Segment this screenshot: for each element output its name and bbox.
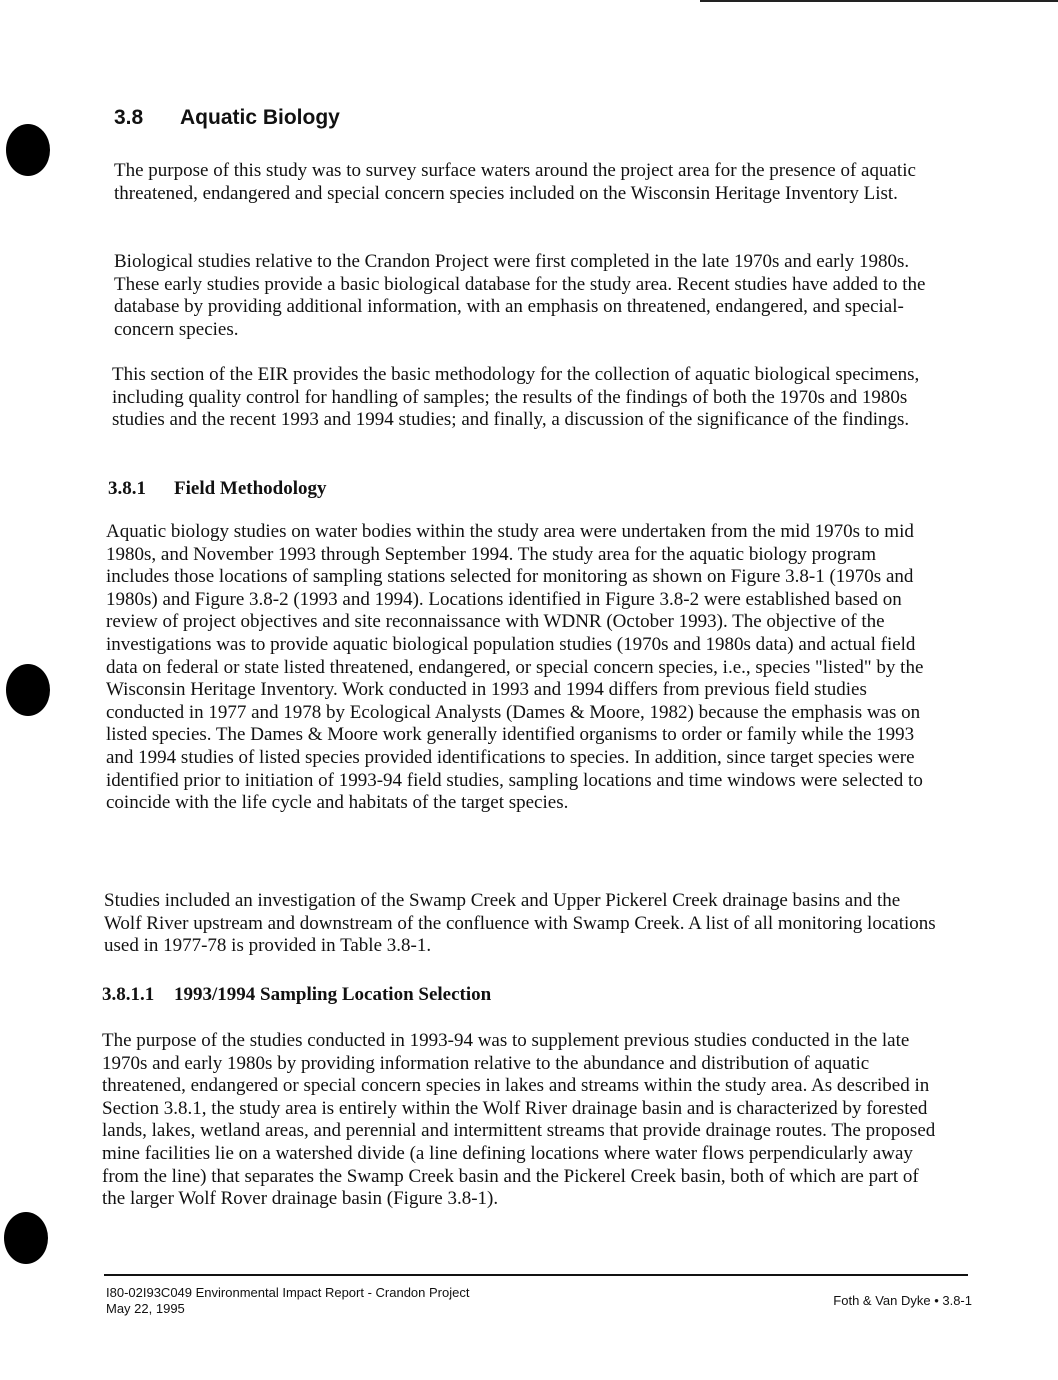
section-number: 3.8 — [114, 106, 144, 129]
subsubsection-title: 1993/1994 Sampling Location Selection — [174, 984, 492, 1005]
field-methodology-paragraph-2: Studies included an investigation of the Swamp Creek and Upper Pickerel Creek drainage basins and the Wolf River upstream and downstream of the confluence with Swamp Creek. A list of all monitoring locations used in 1977-78 is provided in Table 3.8-1. — [104, 890, 936, 957]
intro-paragraph-2: Biological studies relative to the Crandon Project were first completed in the late 1970s and early 1980s. These early studies provide a basic biological database for the study area. Recent studies have added to the database by providing additional information, with an emphasis on threatened, endangered, and special-concern species. — [114, 251, 926, 340]
subsubsection-heading — [102, 984, 491, 1006]
punch-hole-middle — [6, 664, 50, 716]
sampling-selection-paragraph: The purpose of the studies conducted in 1993-94 was to supplement previous studies conducted in the late 1970s and early 1980s by providing information relative to the abundance and distribution of aquatic threatened, endangered or special concern species in lakes and streams within the study area. As described in Section 3.8.1, the study area is entirely within the Wolf River drainage basin and is characterized by forested lands, lakes, wetland areas, and perennial and intermittent streams that provide drainage routes. The proposed mine facilities lie on a watershed divide (a line defining locations where water flows perpendicularly away from the line) that separates the Swamp Creek basin and the Pickerel Creek basin, both of which are part of the larger Wolf Rover drainage basin (Figure 3.8-1). — [102, 1030, 936, 1210]
subsection-title: Field Methodology — [174, 478, 327, 499]
footer-document-line: I80-02I93C049 Environmental Impact Report - Crandon Project — [106, 1285, 470, 1300]
section-heading — [114, 106, 340, 130]
field-methodology-paragraph-1: Aquatic biology studies on water bodies within the study area were undertaken from the mid 1970s to mid 1980s, and November 1993 through September 1994. The study area for the aquatic biology program includes those locations of sampling stations selected for monitoring as shown on Figure 3.8-1 (1970s and 1980s) and Figure 3.8-2 (1993 and 1994). Locations identified in Figure 3.8-2 were established based on review of project objectives and site reconnaissance with WDNR (October 1993). The objective of the investigations was to provide aquatic biological population studies (1970s and 1980s data) and actual field data on federal or state listed threatened, endangered, or special concern species, i.e., species "listed" by the Wisconsin Heritage Inventory. Work conducted in 1993 and 1994 differs from previous field studies conducted in 1977 and 1978 by Ecological Analysts (Dames & Moore, 1982) because the emphasis was on listed species. The Dames & Moore work generally identified organisms to order or family while the 1993 and 1994 studies of listed species provided identifications to species. In addition, since target species were identified prior to initiation of 1993-94 field studies, sampling locations and time windows were selected to coincide with the life cycle and habitats of the target species. — [106, 521, 924, 814]
footer-left — [106, 1285, 469, 1317]
punch-hole-top — [6, 124, 50, 176]
subsubsection-number: 3.8.1.1 — [102, 984, 155, 1005]
subsection-number: 3.8.1 — [108, 478, 146, 499]
punch-hole-bottom — [4, 1212, 48, 1264]
intro-paragraph-1: The purpose of this study was to survey surface waters around the project area for the presence of aquatic threatened, endangered and special concern species included on the Wisconsin Heritage Inventory List. — [114, 160, 916, 204]
intro-paragraph-3: This section of the EIR provides the basic methodology for the collection of aquatic biological specimens, including quality control for handling of samples; the results of the findings of both the 1970s and 1980s studies and the recent 1993 and 1994 studies; and finally, a discussion of the significance of the findings. — [112, 364, 920, 431]
top-edge-rule — [700, 0, 1058, 2]
footer-page-label: Foth & Van Dyke • 3.8-1 — [833, 1293, 972, 1308]
footer-rule — [104, 1274, 968, 1276]
section-title: Aquatic Biology — [180, 106, 340, 129]
subsection-heading — [108, 478, 327, 500]
footer-date: May 22, 1995 — [106, 1301, 185, 1316]
